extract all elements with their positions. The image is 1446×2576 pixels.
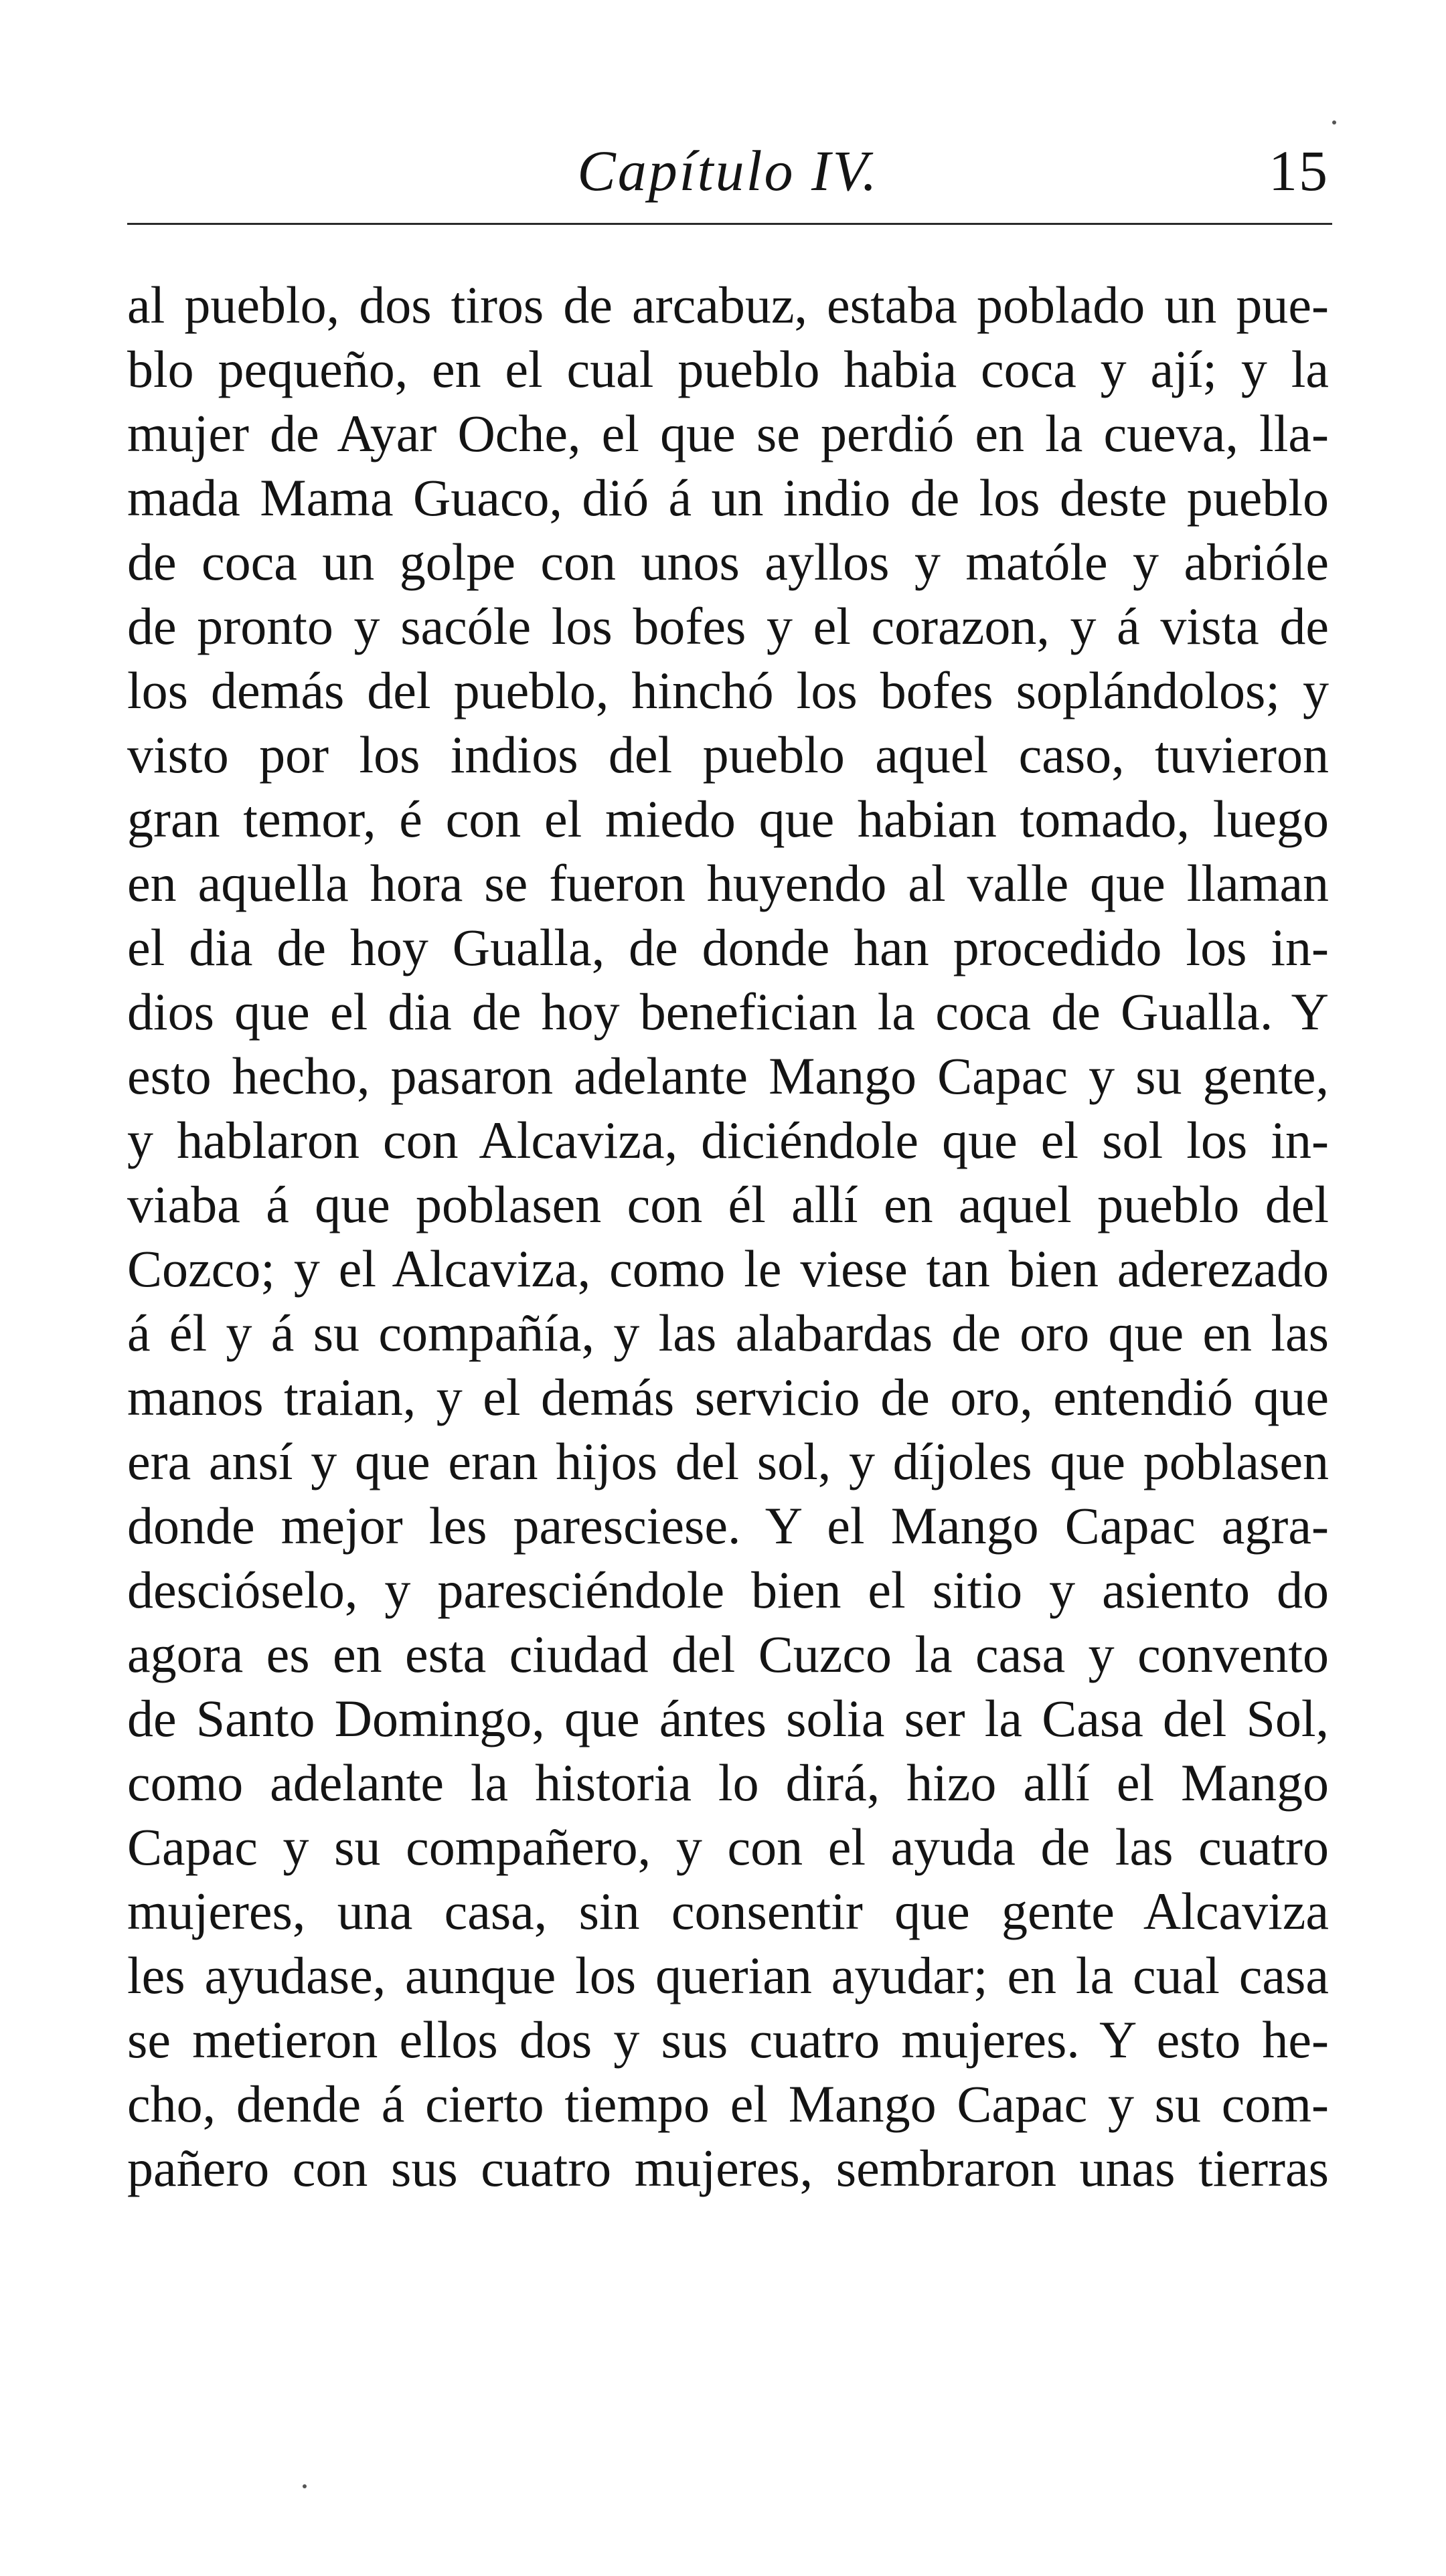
chapter-heading: Capítulo IV. bbox=[577, 139, 879, 203]
text-line: el dia de hoy Gualla, de donde han procedido los in- bbox=[127, 918, 1329, 976]
body-text bbox=[127, 273, 1329, 2201]
print-speck bbox=[1332, 120, 1336, 124]
text-line: era ansí y que eran hijos del sol, y díjoles que poblasen bbox=[127, 1432, 1329, 1490]
text-line: como adelante la historia lo dirá, hizo allí el Mango bbox=[127, 1753, 1329, 1812]
text-line: al pueblo, dos tiros de arcabuz, estaba poblado un pue- bbox=[127, 276, 1329, 334]
print-speck bbox=[303, 2484, 307, 2488]
text-line: manos traian, y el demás servicio de oro, entendió que bbox=[127, 1368, 1329, 1426]
text-line: á él y á su compañía, y las alabardas de oro que en las bbox=[127, 1304, 1329, 1362]
text-line: de pronto y sacóle los bofes y el corazon, y á vista de bbox=[127, 597, 1329, 655]
text-line: de coca un golpe con unos ayllos y matóle y abrióle bbox=[127, 533, 1329, 591]
text-line: donde mejor les paresciese. Y el Mango Capac agra- bbox=[127, 1496, 1329, 1555]
text-line: esto hecho, pasaron adelante Mango Capac y su gente, bbox=[127, 1047, 1329, 1105]
text-line: viaba á que poblasen con él allí en aquel pueblo del bbox=[127, 1175, 1329, 1233]
text-line: se metieron ellos dos y sus cuatro mujeres. Y esto he- bbox=[127, 2010, 1329, 2069]
text-line: gran temor, é con el miedo que habian tomado, luego bbox=[127, 790, 1329, 848]
text-line: Capac y su compañero, y con el ayuda de las cuatro bbox=[127, 1818, 1329, 1876]
text-line: de Santo Domingo, que ántes solia ser la Casa del Sol, bbox=[127, 1689, 1329, 1747]
text-line: les ayudase, aunque los querian ayudar; en la cual casa bbox=[127, 1946, 1329, 2004]
text-line: cho, dende á cierto tiempo el Mango Capac y su com- bbox=[127, 2075, 1329, 2133]
text-line: dios que el dia de hoy benefician la coca de Gualla. Y bbox=[127, 982, 1329, 1041]
running-head bbox=[127, 131, 1329, 211]
header-rule bbox=[127, 223, 1332, 225]
text-line: mujer de Ayar Oche, el que se perdió en la cueva, lla- bbox=[127, 404, 1329, 462]
text-line: agora es en esta ciudad del Cuzco la casa y convento bbox=[127, 1625, 1329, 1683]
text-line: los demás del pueblo, hinchó los bofes soplándolos; y bbox=[127, 661, 1329, 719]
text-line: pañero con sus cuatro mujeres, sembraron unas tierras bbox=[127, 2139, 1329, 2197]
text-line: en aquella hora se fueron huyendo al valle que llaman bbox=[127, 854, 1329, 912]
page-number: 15 bbox=[1269, 139, 1329, 203]
text-line: Cozco; y el Alcaviza, como le viese tan bien aderezado bbox=[127, 1239, 1329, 1298]
text-line: descióselo, y paresciéndole bien el sitio y asiento do bbox=[127, 1561, 1329, 1619]
text-line: visto por los indios del pueblo aquel caso, tuvieron bbox=[127, 725, 1329, 784]
text-line: mada Mama Guaco, dió á un indio de los deste pueblo bbox=[127, 468, 1329, 527]
text-line: mujeres, una casa, sin consentir que gente Alcaviza bbox=[127, 1882, 1329, 1940]
text-line: blo pequeño, en el cual pueblo habia coca y ají; y la bbox=[127, 340, 1329, 398]
text-line: y hablaron con Alcaviza, diciéndole que el sol los in- bbox=[127, 1111, 1329, 1169]
